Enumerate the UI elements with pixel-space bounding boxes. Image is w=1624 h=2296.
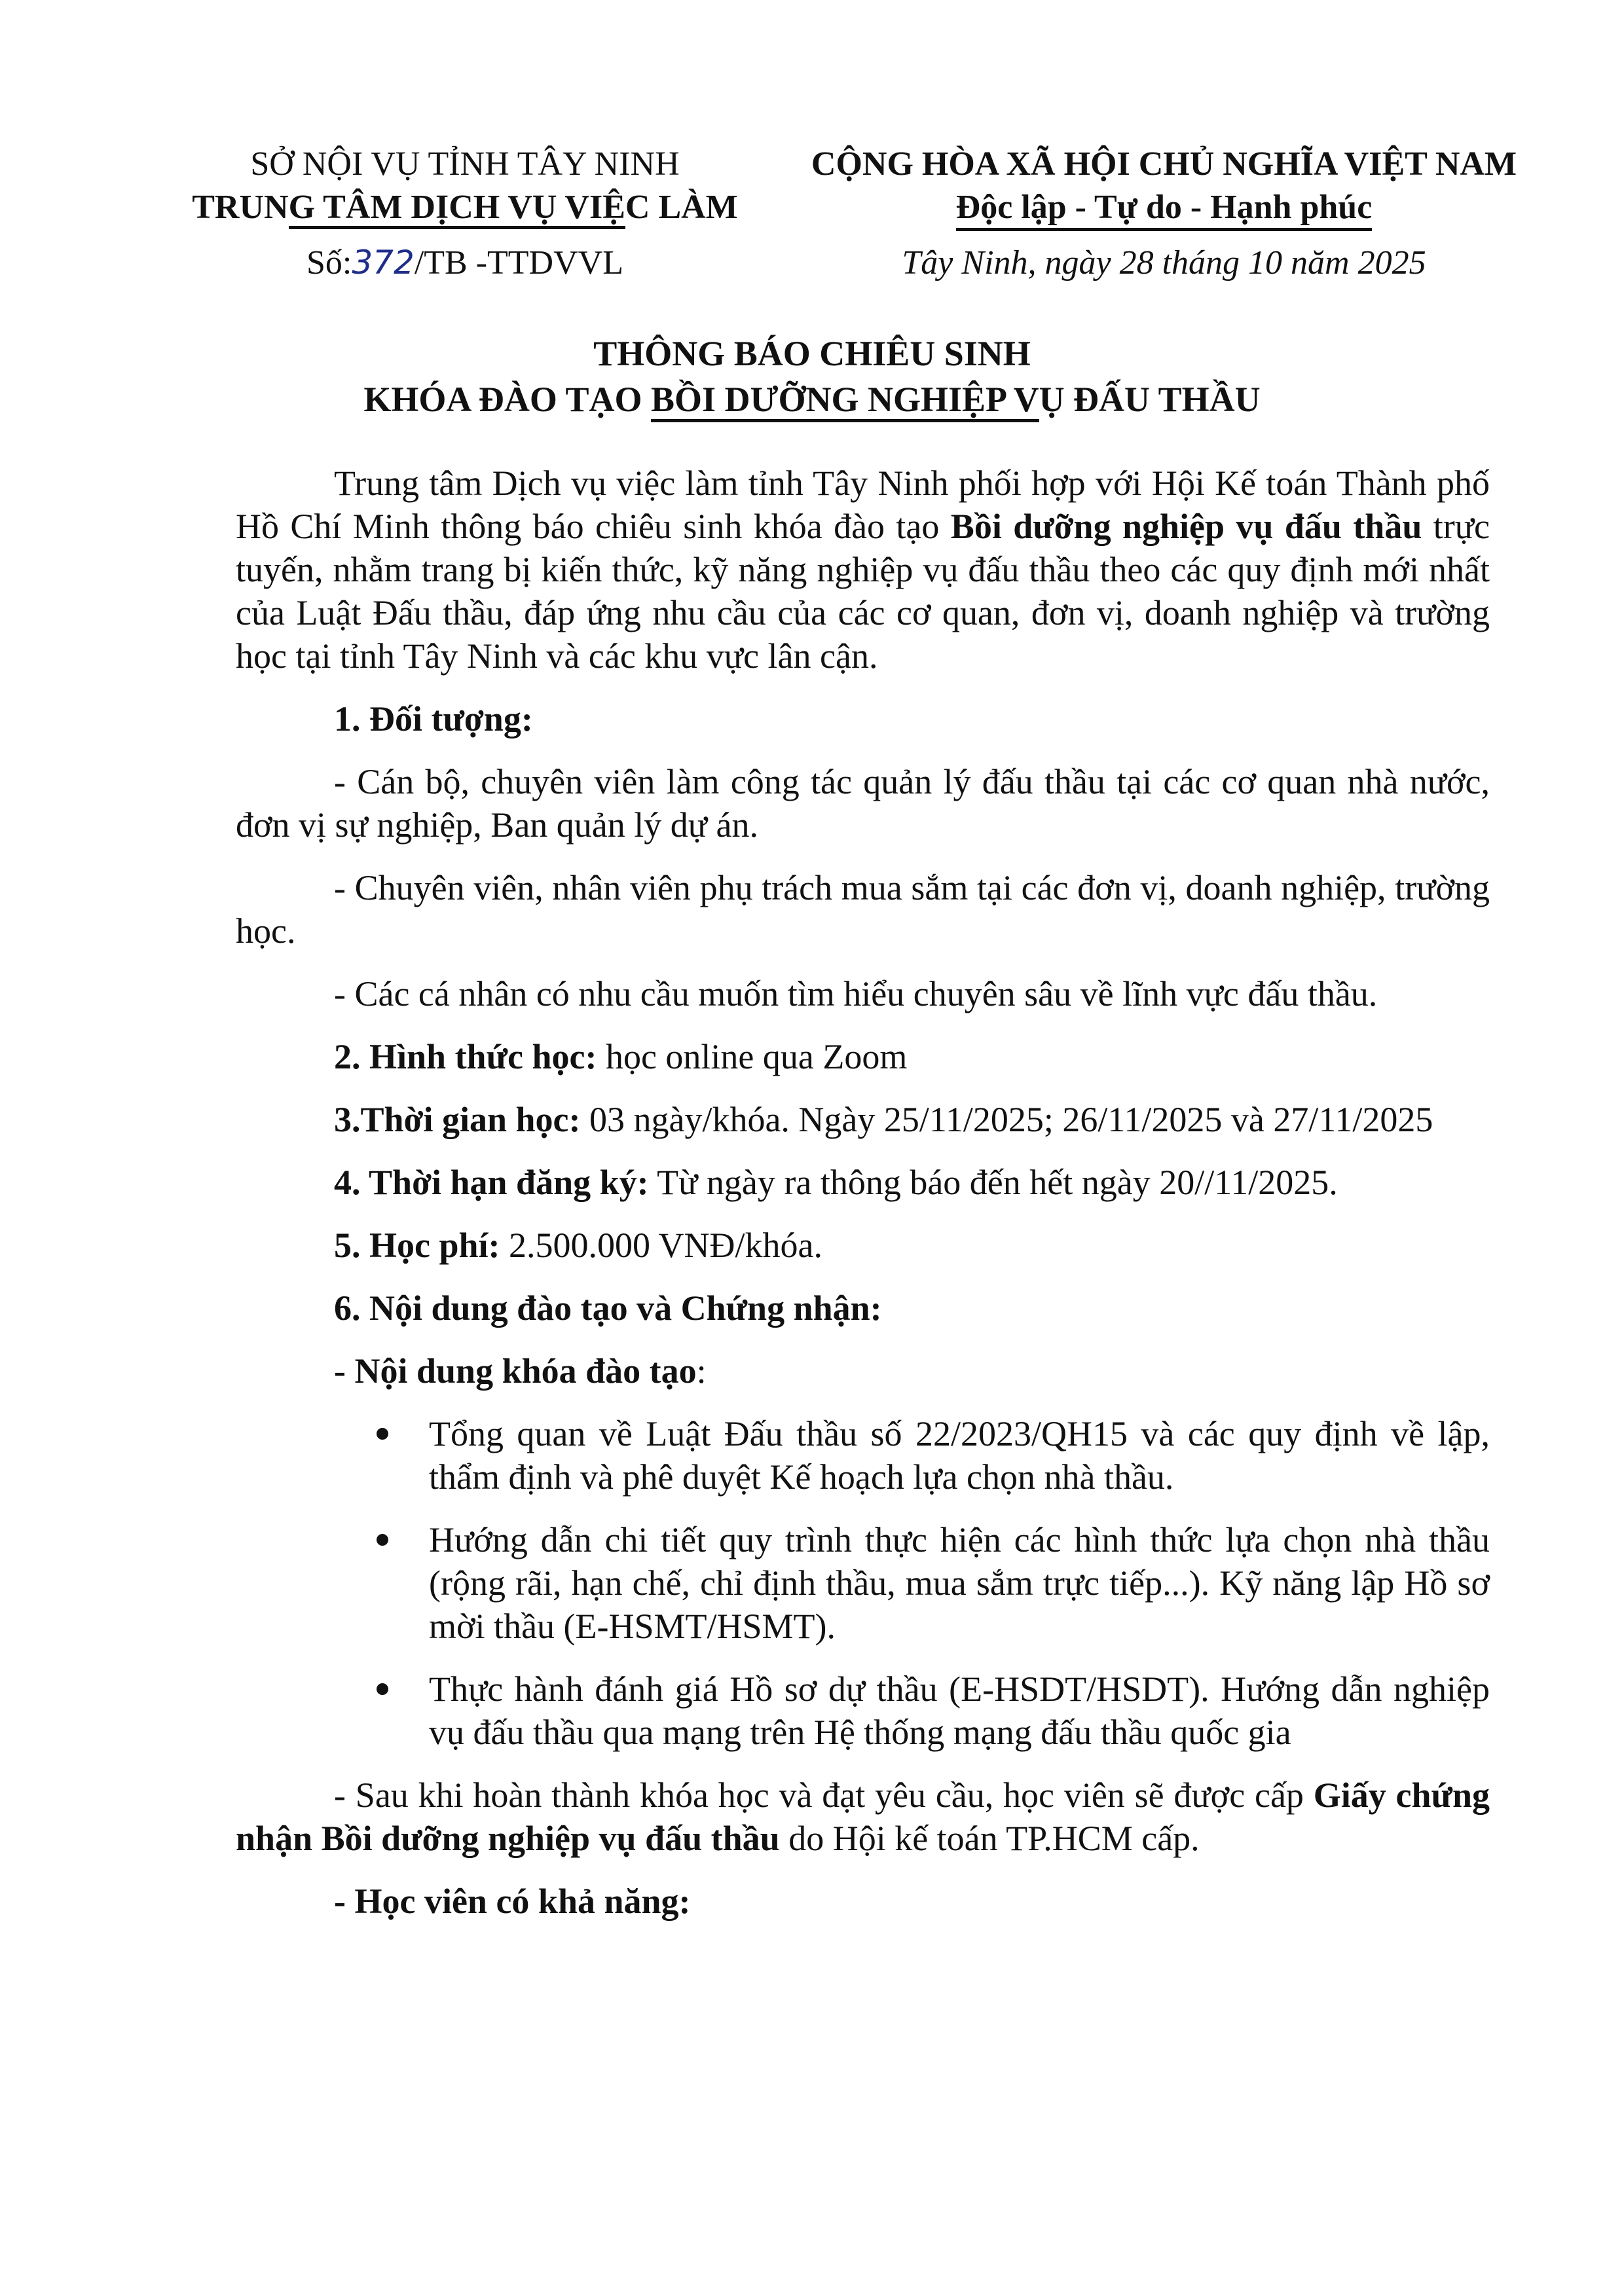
title-line-1: THÔNG BÁO CHIÊU SINH	[593, 334, 1031, 373]
format-value: học online qua Zoom	[597, 1037, 908, 1076]
content-subheading	[236, 1349, 1490, 1393]
issuing-unit	[167, 186, 763, 229]
bullet-icon	[377, 1683, 388, 1695]
content-bullet-item	[429, 1518, 1490, 1648]
audience-item: - Cán bộ, chuyên viên làm công tác quản lý đấu thầu tại các cơ quan nhà nước, đơn vị sự nghiệp, Ban quản lý dự án.	[236, 762, 1490, 845]
bullet-text: Tổng quan về Luật Đấu thầu số 22/2023/QH15 và các quy định về lập, thẩm định và phê duyệt Kế hoạch lựa chọn nhà thầu.	[429, 1414, 1490, 1497]
document-body	[236, 462, 1490, 1942]
intro-text-start: Trung tâm Dịch vụ việc làm tỉnh Tây Ninh phối hợp với Hội Kế toán Thành phố Hồ Chí Minh thông báo chiêu sinh khóa đào tạo	[236, 464, 1490, 546]
audience-item: - Các cá nhân có nhu cầu muốn tìm hiểu chuyên sâu về lĩnh vực đấu thầu.	[334, 974, 1378, 1013]
schedule-value: 03 ngày/khóa. Ngày 25/11/2025; 26/11/2025 và 27/11/2025	[580, 1100, 1433, 1139]
document-number-suffix: /TB -TTDVVL	[414, 244, 623, 282]
bullet-text: Thực hành đánh giá Hồ sơ dự thầu (E-HSDT/HSDT). Hướng dẫn nghiệp vụ đấu thầu qua mạng trên Hệ thống mạng đấu thầu quốc gia	[429, 1669, 1490, 1752]
content-bullet-list	[236, 1412, 1490, 1754]
national-header-block	[789, 143, 1539, 231]
section-format	[236, 1035, 1490, 1078]
place-date: Tây Ninh, ngày 28 tháng 10 năm 2025	[902, 244, 1426, 282]
issuing-unit-prefix: TRUN	[192, 189, 289, 226]
content-subheading-colon: :	[696, 1351, 707, 1391]
deadline-label: 4. Thời hạn đăng ký:	[334, 1163, 649, 1202]
deadline-value: Từ ngày ra thông báo đến hết ngày 20//11/2025.	[648, 1163, 1338, 1202]
title-line-2-underlined: BỒI DƯỠNG NGHIỆP V	[651, 380, 1039, 422]
schedule-label: 3.Thời gian học:	[334, 1100, 581, 1139]
title-line-2-prefix: KHÓA ĐÀO TẠO	[363, 380, 651, 419]
intro-course-name: Bồi dưỡng nghiệp vụ đấu thầu	[950, 507, 1422, 546]
issuing-agency-block	[167, 143, 763, 229]
section-content-heading: 6. Nội dung đào tạo và Chứng nhận:	[334, 1288, 882, 1328]
issuing-unit-suffix: C LÀM	[625, 189, 738, 226]
parent-agency: SỞ NỘI VỤ TỈNH TÂY NINH	[250, 145, 680, 183]
intro-text-end: trực tuyến, nhằm trang bị kiến thức, kỹ năng nghiệp vụ đấu thầu theo các quy định mới nhất của Luật Đấu thầu, đáp ứng nhu cầu của các cơ quan, đơn vị, doanh nghiệp và trường học tại tỉnh Tây Ninh và các khu vực lân cận.	[236, 507, 1490, 676]
bullet-icon	[377, 1428, 388, 1440]
format-label: 2. Hình thức học:	[334, 1037, 597, 1076]
title-line-2-suffix: Ụ ĐẤU THẦU	[1039, 380, 1261, 419]
document-number	[167, 244, 763, 282]
section-audience-heading: 1. Đối tượng:	[334, 699, 533, 738]
certificate-paragraph	[236, 1774, 1490, 1860]
section-deadline	[236, 1161, 1490, 1204]
bullet-icon	[377, 1534, 388, 1546]
handwritten-number: 372	[352, 244, 415, 282]
document-title	[0, 331, 1624, 422]
abilities-heading: - Học viên có khả năng:	[334, 1882, 691, 1921]
section-fee	[236, 1224, 1490, 1267]
fee-label: 5. Học phí:	[334, 1226, 500, 1265]
section-schedule	[236, 1098, 1490, 1141]
certificate-name: Giấy chứng nhận Bồi dưỡng nghiệp vụ đấu thầu	[236, 1776, 1490, 1858]
content-bullet-item	[429, 1667, 1490, 1754]
national-motto: Độc lập - Tự do - Hạnh phúc	[956, 187, 1373, 231]
issuing-unit-underlined: G TÂM DỊCH VỤ VIỆ	[289, 189, 625, 229]
national-title: CỘNG HÒA XÃ HỘI CHỦ NGHĨA VIỆT NAM	[811, 145, 1517, 183]
intro-paragraph	[236, 462, 1490, 678]
content-subheading-label: - Nội dung khóa đào tạo	[334, 1351, 697, 1391]
content-bullet-item	[429, 1412, 1490, 1499]
document-number-label: Số:	[306, 244, 352, 282]
certificate-text-start: - Sau khi hoàn thành khóa học và đạt yêu cầu, học viên sẽ được cấp	[334, 1776, 1314, 1815]
fee-value: 2.500.000 VNĐ/khóa.	[500, 1226, 823, 1265]
bullet-text: Hướng dẫn chi tiết quy trình thực hiện các hình thức lựa chọn nhà thầu (rộng rãi, hạn chế, chỉ định thầu, mua sắm trực tiếp...). Kỹ năng lập Hồ sơ mời thầu (E-HSMT/HSMT).	[429, 1520, 1490, 1646]
certificate-text-end: do Hội kế toán TP.HCM cấp.	[779, 1819, 1200, 1858]
title-line-2	[0, 376, 1624, 422]
audience-item: - Chuyên viên, nhân viên phụ trách mua sắm tại các đơn vị, doanh nghiệp, trường học.	[236, 868, 1490, 951]
